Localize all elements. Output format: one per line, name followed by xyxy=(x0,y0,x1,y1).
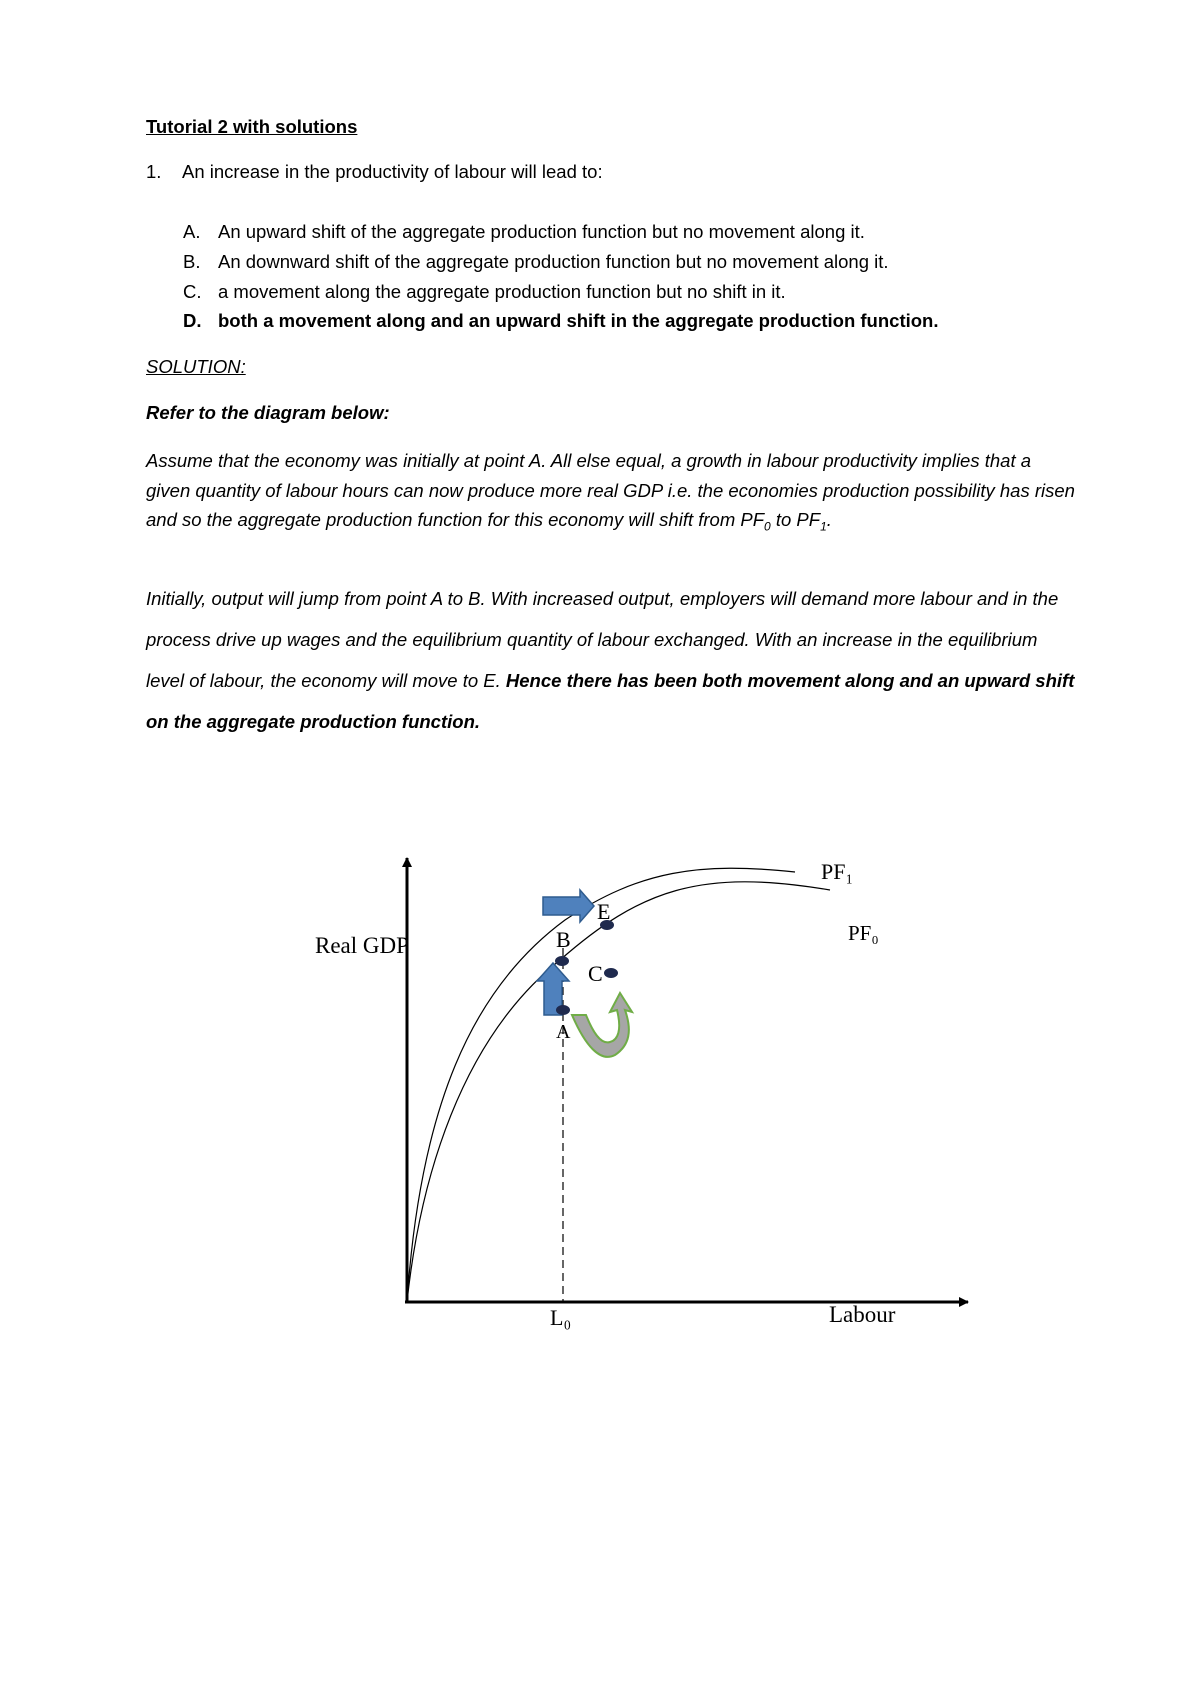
para2-bold: Hence there has been both movement along and an upward shift on the aggregate production function. xyxy=(146,670,1075,732)
point-a-marker xyxy=(556,1005,570,1015)
curve-pf1 xyxy=(407,868,795,1302)
para2-normal: Initially, output will jump from point A to B. With increased output, employers will demand more labour and in the process drive up wages and the equilibrium quantity of labour exchanged. With an increase in the equilibrium level of labour, the economy will move to E. xyxy=(146,588,1059,691)
point-b-marker xyxy=(555,956,569,966)
para1-to: to PF xyxy=(770,509,821,530)
question-text: An increase in the productivity of labour will lead to: xyxy=(182,161,603,182)
option-d-letter: D. xyxy=(183,310,202,331)
label-point-e: E xyxy=(597,899,611,924)
solution-heading: SOLUTION: xyxy=(146,356,246,377)
label-point-b: B xyxy=(556,927,571,952)
para1-sub-0: 0 xyxy=(764,519,771,534)
curved-movement-arrow-icon xyxy=(572,993,632,1057)
option-b-letter: B. xyxy=(183,251,201,272)
question-number: 1. xyxy=(146,161,162,182)
para1-main: Assume that the economy was initially at point A. All else equal, a growth in labour productivity implies that a given quantity of labour hours can now produce more real GDP i.e. the economies production possibility has risen and so the aggregate production function for this economy will shift from PF xyxy=(146,450,1075,530)
label-point-c: C xyxy=(588,961,603,986)
label-point-a: A xyxy=(556,1021,571,1043)
option-a-letter: A. xyxy=(183,221,201,242)
option-a-text: An upward shift of the aggregate production function but no movement along it. xyxy=(218,221,865,242)
option-c-letter: C. xyxy=(183,281,202,302)
para1-end: . xyxy=(826,509,832,530)
option-b-text: An downward shift of the aggregate production function but no movement along it. xyxy=(218,251,889,272)
y-axis-label: Real GDP xyxy=(315,933,409,958)
page-title: Tutorial 2 with solutions xyxy=(146,116,358,137)
point-c-marker xyxy=(604,968,618,978)
label-pf0: PF₀ xyxy=(848,921,879,945)
x-axis-label: Labour xyxy=(829,1302,896,1327)
label-pf1: PF₁ xyxy=(821,859,854,884)
x-tick-l0: L₀ xyxy=(550,1305,572,1330)
option-d-text: both a movement along and an upward shift in the aggregate production function. xyxy=(218,310,939,331)
option-c-text: a movement along the aggregate production function but no shift in it. xyxy=(218,281,786,302)
solution-refer: Refer to the diagram below: xyxy=(146,402,390,423)
para1-sub-1: 1 xyxy=(820,519,827,534)
curve-pf0 xyxy=(407,882,830,1302)
